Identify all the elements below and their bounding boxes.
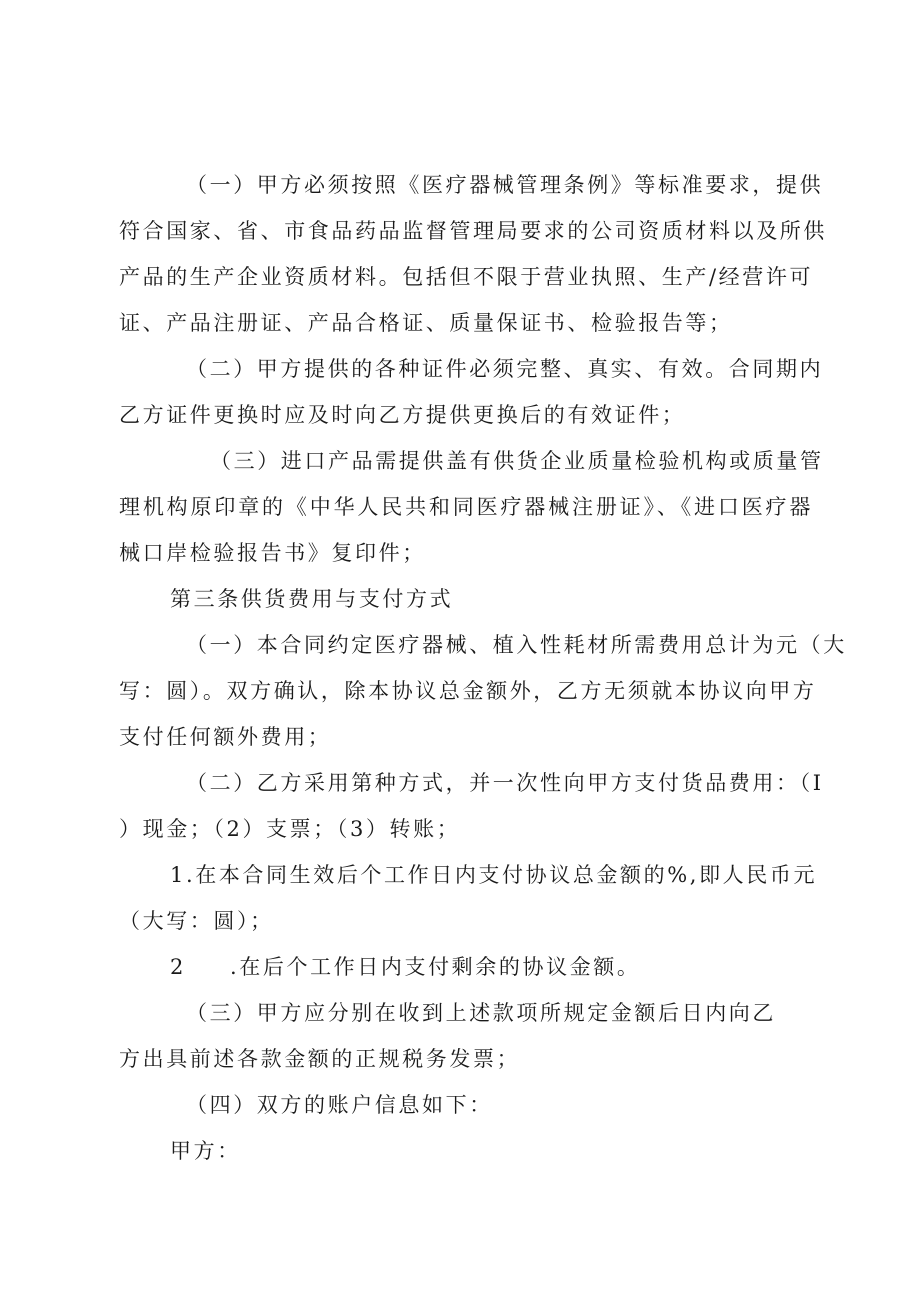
- paragraph-line: （一）本合同约定医疗器械、植入性耗材所需费用总计为元（大: [186, 633, 847, 657]
- section-heading: 第三条供货费用与支付方式: [170, 587, 454, 611]
- paragraph-line: （三）甲方应分别在收到上述款项所规定金额后日内向乙: [186, 1001, 776, 1025]
- paragraph-line: 符合国家、省、市食品药品监督管理局要求的公司资质材料以及所供: [119, 219, 827, 243]
- paragraph-line: ）现金；（2）支票；（3）转账；: [119, 817, 461, 841]
- paragraph-line: 械口岸检验报告书》复印件；: [119, 541, 426, 565]
- paragraph-line: 写：圆）。双方确认，除本协议总金额外，乙方无须就本协议向甲方: [119, 679, 817, 703]
- paragraph-line: （大写：圆）；: [119, 909, 274, 933]
- paragraph-line: （二）乙方采用第种方式，并一次性向甲方支付货品费用：（I: [186, 771, 824, 795]
- paragraph-line: （一）甲方必须按照《医疗器械管理条例》等标准要求，提供: [186, 173, 824, 197]
- paragraph-line: 方出具前述各款金额的正规税务发票；: [119, 1047, 521, 1071]
- paragraph-line: 证、产品注册证、产品合格证、质量保证书、检验报告等；: [119, 311, 733, 335]
- paragraph-line: 乙方证件更换时应及时向乙方提供更换后的有效证件；: [119, 403, 686, 427]
- paragraph-line: 1.在本合同生效后个工作日内支付协议总金额的%,即人民币元: [170, 863, 818, 887]
- paragraph-line: （二）甲方提供的各种证件必须完整、真实、有效。合同期内: [186, 357, 824, 381]
- list-number: 2: [170, 955, 186, 979]
- paragraph-line: （四）双方的账户信息如下：: [186, 1093, 493, 1117]
- paragraph-line: 产品的生产企业资质材料。包括但不限于营业执照、生产/经营许可: [119, 265, 814, 289]
- party-a-label: 甲方：: [170, 1139, 241, 1163]
- paragraph-line: 支付任何额外费用；: [119, 725, 332, 749]
- paragraph-line: .在后个工作日内支付剩余的协议金额。: [230, 955, 641, 979]
- paragraph-line: （三）进口产品需提供盖有供货企业质量检验机构或质量管: [210, 449, 824, 473]
- paragraph-line: 理机构原印章的《中华人民共和同医疗器械注册证》、《进口医疗器: [119, 495, 813, 519]
